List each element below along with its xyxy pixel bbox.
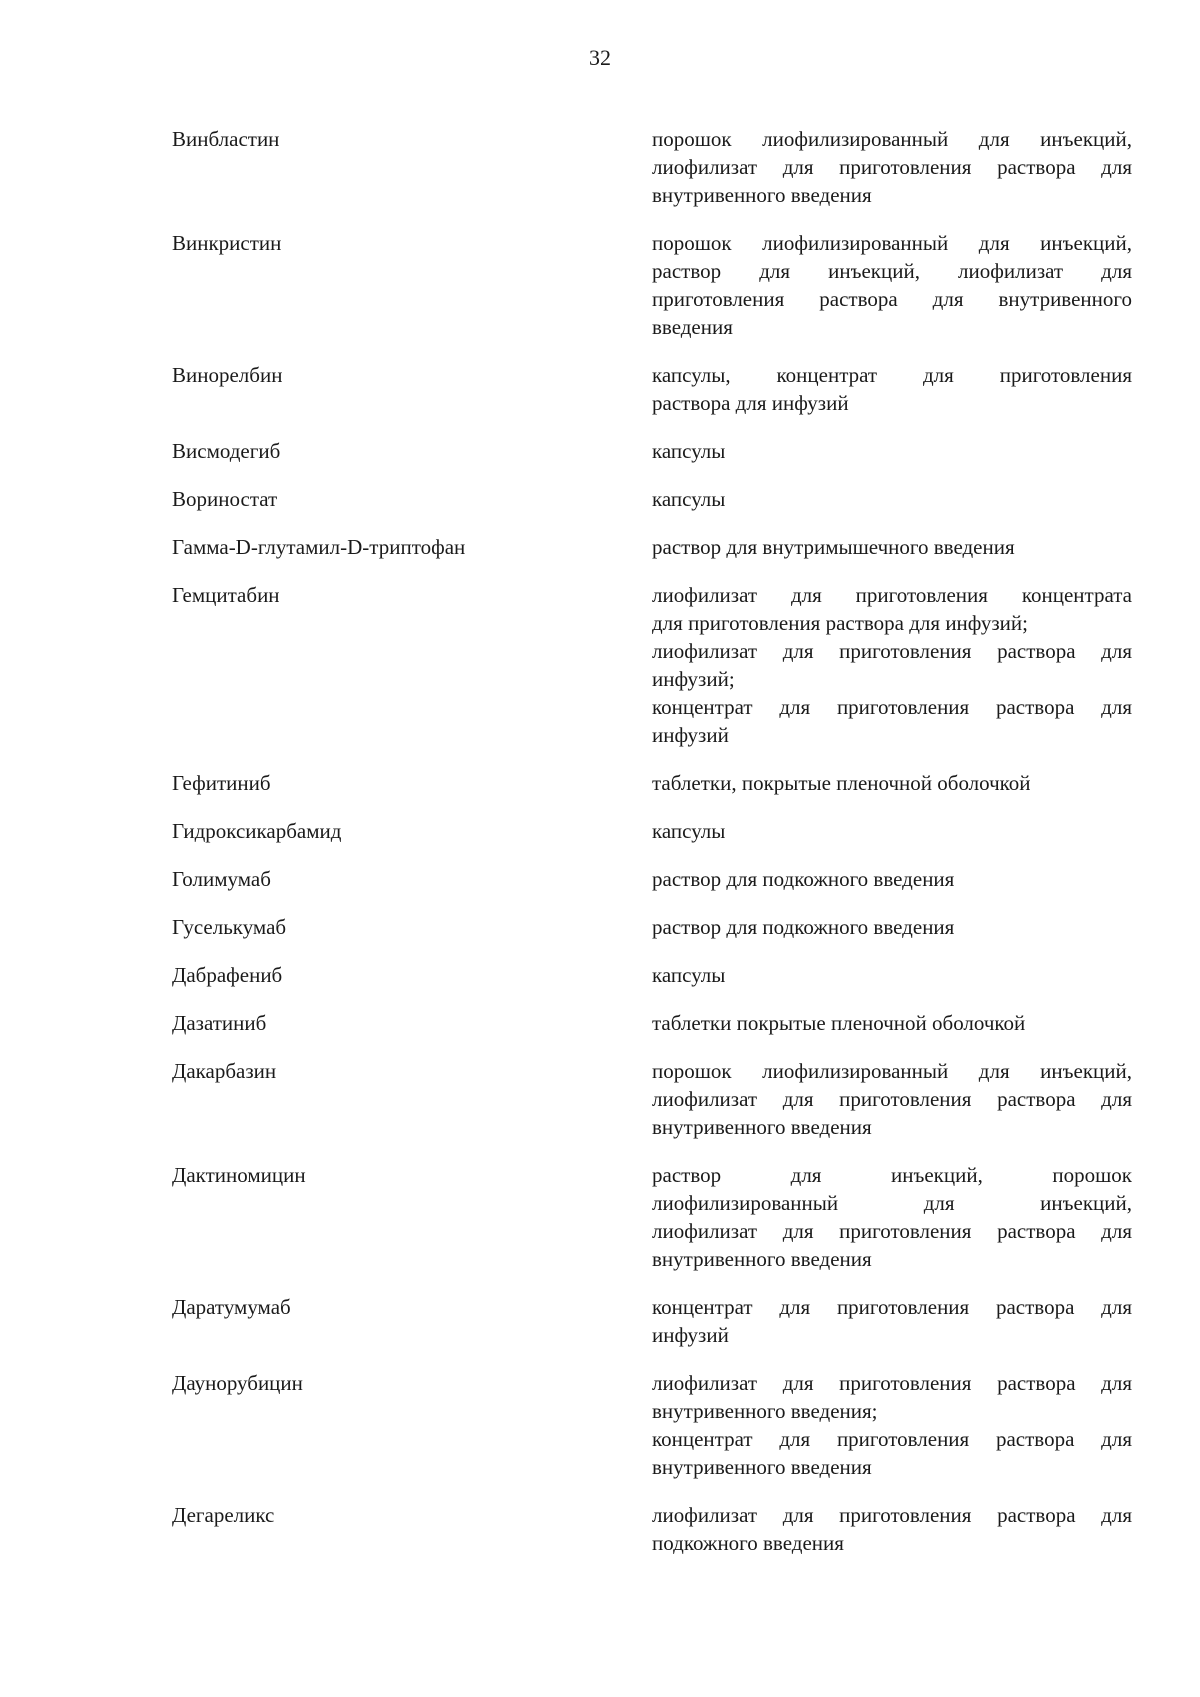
dosage-form <box>652 769 1132 797</box>
dosage-form <box>652 1009 1132 1037</box>
dosage-form-line: лиофилизат для приготовления концентрата <box>652 583 1132 607</box>
dosage-form-line: лиофилизированный для инъекций, <box>652 1191 1132 1215</box>
dosage-form-line: внутривенного введения; <box>652 1399 878 1423</box>
dosage-form <box>652 1161 1132 1273</box>
dosage-form-line: капсулы, концентрат для приготовления <box>652 363 1132 387</box>
drug-row <box>172 125 1132 209</box>
dosage-form-line: лиофилизат для приготовления раствора для <box>652 1219 1132 1243</box>
drug-name: Гамма-D-глутамил-D-триптофан <box>172 535 466 559</box>
dosage-form <box>652 1369 1132 1481</box>
drug-row <box>172 485 1132 513</box>
drug-row <box>172 1369 1132 1481</box>
drug-row <box>172 817 1132 845</box>
drug-list <box>172 125 1132 1577</box>
dosage-form-line: капсулы <box>652 963 726 987</box>
drug-name: Винорелбин <box>172 363 283 387</box>
dosage-form-line: инфузий <box>652 723 729 747</box>
dosage-form <box>652 913 1132 941</box>
dosage-form-line: раствор для инъекций, порошок <box>652 1163 1132 1187</box>
dosage-form-line: таблетки покрытые пленочной оболочкой <box>652 1011 1026 1035</box>
drug-name: Даратумумаб <box>172 1295 291 1319</box>
dosage-form-line: таблетки, покрытые пленочной оболочкой <box>652 771 1031 795</box>
dosage-form-line: раствора для инфузий <box>652 391 849 415</box>
drug-name: Гидроксикарбамид <box>172 819 342 843</box>
dosage-form <box>652 817 1132 845</box>
dosage-form-line: лиофилизат для приготовления раствора для <box>652 639 1132 663</box>
drug-row <box>172 437 1132 465</box>
dosage-form <box>652 437 1132 465</box>
drug-row <box>172 1293 1132 1349</box>
dosage-form <box>652 865 1132 893</box>
drug-name: Висмодегиб <box>172 439 281 463</box>
drug-row <box>172 229 1132 341</box>
drug-name: Дактиномицин <box>172 1163 306 1187</box>
dosage-form-line: лиофилизат для приготовления раствора для <box>652 1371 1132 1395</box>
dosage-form-line: раствор для подкожного введения <box>652 915 955 939</box>
drug-name: Винкристин <box>172 231 282 255</box>
dosage-form-line: подкожного введения <box>652 1531 844 1555</box>
dosage-form-line: капсулы <box>652 819 726 843</box>
dosage-form-line: концентрат для приготовления раствора для <box>652 695 1132 719</box>
drug-name: Вориностат <box>172 487 278 511</box>
dosage-form-line: введения <box>652 315 733 339</box>
dosage-form-line: раствор для подкожного введения <box>652 867 955 891</box>
drug-row <box>172 1501 1132 1557</box>
dosage-form <box>652 229 1132 341</box>
dosage-form-line: концентрат для приготовления раствора для <box>652 1427 1132 1451</box>
drug-row <box>172 1057 1132 1141</box>
drug-name: Гефитиниб <box>172 771 271 795</box>
dosage-form-line: раствор для инъекций, лиофилизат для <box>652 259 1132 283</box>
drug-name: Даунорубицин <box>172 1371 303 1395</box>
dosage-form-line: внутривенного введения <box>652 183 872 207</box>
dosage-form-line: порошок лиофилизированный для инъекций, <box>652 1059 1132 1083</box>
dosage-form-line: внутривенного введения <box>652 1455 872 1479</box>
dosage-form-line: приготовления раствора для внутривенного <box>652 287 1132 311</box>
dosage-form <box>652 1057 1132 1141</box>
dosage-form-line: капсулы <box>652 487 726 511</box>
drug-row <box>172 1009 1132 1037</box>
drug-row <box>172 533 1132 561</box>
drug-row <box>172 913 1132 941</box>
drug-row <box>172 1161 1132 1273</box>
dosage-form-line: внутривенного введения <box>652 1115 872 1139</box>
dosage-form <box>652 533 1132 561</box>
dosage-form-line: порошок лиофилизированный для инъекций, <box>652 127 1132 151</box>
dosage-form-line: капсулы <box>652 439 726 463</box>
page-number: 32 <box>589 45 611 70</box>
drug-name: Дабрафениб <box>172 963 283 987</box>
dosage-form-line: порошок лиофилизированный для инъекций, <box>652 231 1132 255</box>
drug-name: Дегареликс <box>172 1503 275 1527</box>
dosage-form <box>652 961 1132 989</box>
dosage-form-line: концентрат для приготовления раствора для <box>652 1295 1132 1319</box>
dosage-form-line: раствор для внутримышечного введения <box>652 535 1015 559</box>
drug-name: Голимумаб <box>172 867 271 891</box>
dosage-form-line: лиофилизат для приготовления раствора для <box>652 155 1132 179</box>
drug-row <box>172 865 1132 893</box>
dosage-form <box>652 361 1132 417</box>
dosage-form-line: лиофилизат для приготовления раствора для <box>652 1503 1132 1527</box>
drug-name: Дакарбазин <box>172 1059 277 1083</box>
dosage-form <box>652 581 1132 749</box>
drug-name: Винбластин <box>172 127 280 151</box>
drug-row <box>172 961 1132 989</box>
dosage-form <box>652 125 1132 209</box>
dosage-form <box>652 1501 1132 1557</box>
drug-row <box>172 581 1132 749</box>
dosage-form <box>652 485 1132 513</box>
drug-row <box>172 361 1132 417</box>
drug-name: Гемцитабин <box>172 583 280 607</box>
dosage-form-line: инфузий; <box>652 667 735 691</box>
drug-row <box>172 769 1132 797</box>
dosage-form-line: для приготовления раствора для инфузий; <box>652 611 1028 635</box>
drug-name: Гуселькумаб <box>172 915 287 939</box>
dosage-form-line: лиофилизат для приготовления раствора для <box>652 1087 1132 1111</box>
drug-name: Дазатиниб <box>172 1011 267 1035</box>
dosage-form-line: инфузий <box>652 1323 729 1347</box>
dosage-form <box>652 1293 1132 1349</box>
dosage-form-line: внутривенного введения <box>652 1247 872 1271</box>
